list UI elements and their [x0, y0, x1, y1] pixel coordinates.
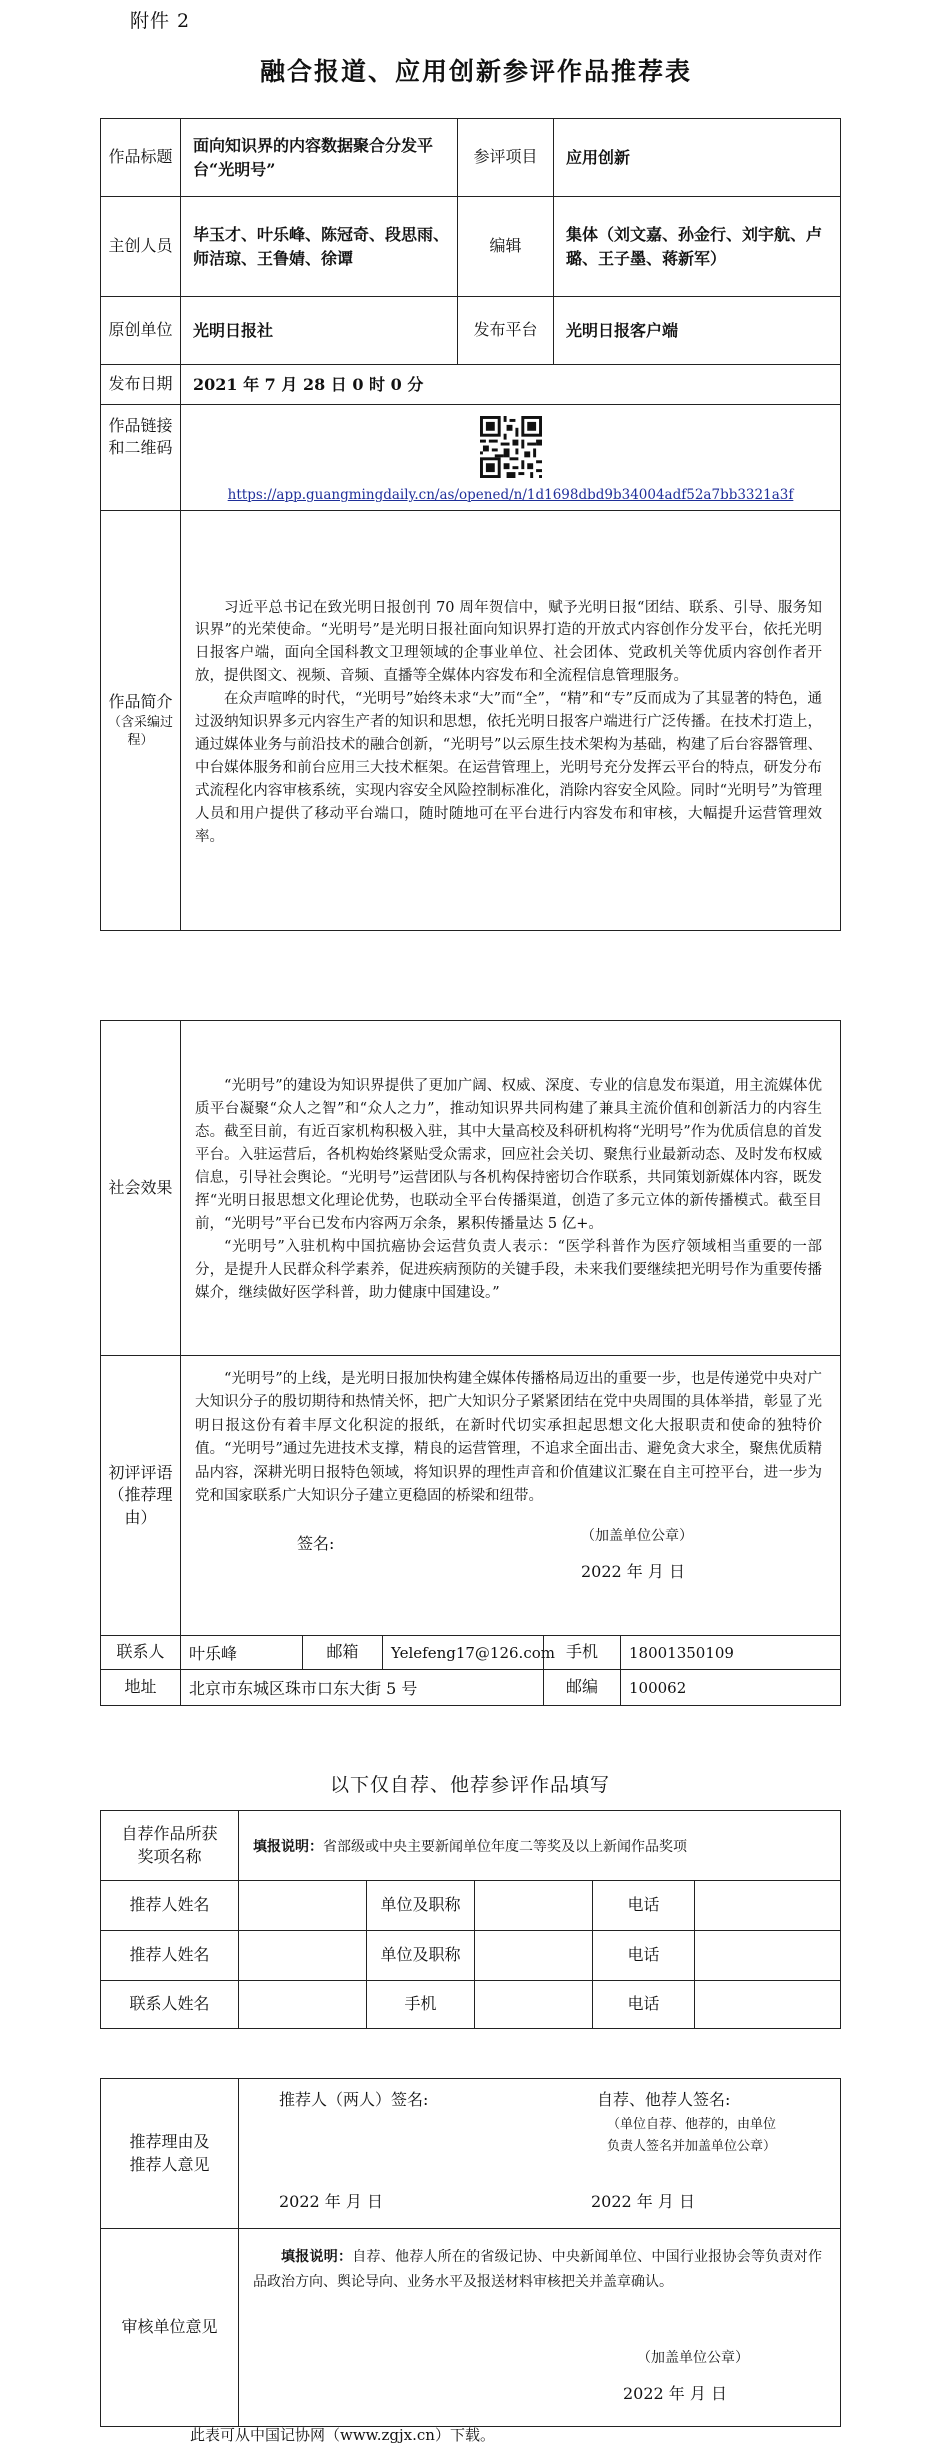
intro-paragraph-2: 在众声喧哗的时代，“光明号”始终未求“大”而“全”，“精”和“专”反而成为了其显著的特色，通过汲纳知识界多元内容生产者的知识和思想，依托光明日报客户端进行广泛传播。在技术打造上，通过媒体业务与前沿技术的融合创新，“光明号”以云原生技术架构为基础，构建了后台容器管理、中台媒体服务和前台应用三大技术框架。在运营管理上，光明号充分发挥云平台的特点，研发分布式流程化内容审核系统，实现内容安全风险控制标准化，消除内容安全风险。同时“光明号”为管理人员和用户提供了移动平台端口，随时随地可在平台进行内容发布和审核，大幅提升运营管理效率。: [195, 691, 822, 845]
opinion-cell: [239, 2079, 841, 2229]
self-sign-note-1: （单位自荐、他荐的，由单位: [607, 2117, 777, 2132]
review-cell: [181, 1356, 841, 1636]
link-cell: [181, 405, 841, 511]
review-sign-label: 签名:: [297, 1533, 335, 1553]
unit-value: 光明日报社: [181, 297, 458, 365]
self-sign-label: 自荐、他荐人签名:: [597, 2090, 731, 2109]
audit-cell: [239, 2229, 841, 2427]
recommender-1-name[interactable]: [239, 1881, 367, 1931]
date-label: 发布日期: [101, 365, 181, 405]
intro-text: [181, 511, 841, 931]
work-info-table: [100, 118, 841, 931]
effect-table: [100, 1020, 841, 1706]
contact-name[interactable]: [239, 1981, 367, 2029]
date-value: 2021 年 7 月 28 日 0 时 0 分: [181, 365, 841, 405]
recommender-2-phone-label: 电话: [593, 1931, 695, 1981]
recommender-2-phone[interactable]: [695, 1931, 841, 1981]
audit-seal-note: （加盖单位公章）: [637, 2350, 749, 2366]
contact-phone-label: 电话: [593, 1981, 695, 2029]
audit-note: 填报说明：自荐、他荐人所在的省级记协、中央新闻单位、中国行业报协会等负责对作品政治方向、舆论导向、业务水平及报送材料审核把关并盖章确认。: [253, 2249, 823, 2291]
title-value: 面向知识界的内容数据聚合分发平台“光明号”: [181, 119, 458, 197]
recommender-1-unit[interactable]: [475, 1881, 593, 1931]
effect-paragraph-2: “光明号”入驻机构中国抗癌协会运营负责人表示：“医学科普作为医疗领域相当重要的一部分，是提升人民群众科学素养，促进疾病预防的关键手段，未来我们要继续把光明号作为重要传播媒介，继续做好医学科普，助力健康中国建设。”: [195, 1238, 822, 1301]
self-sign-note-2: 负责人签名并加盖单位公章）: [607, 2139, 777, 2154]
review-label: 初评评语 （推荐理由）: [101, 1356, 181, 1636]
postcode-value: 100062: [621, 1670, 841, 1706]
recommender-1-phone[interactable]: [695, 1881, 841, 1931]
opinion-date-left: 2022 年 月 日: [279, 2192, 383, 2211]
review-seal-note: （加盖单位公章）: [581, 1527, 693, 1544]
award-note-bold: 填报说明：: [253, 1838, 323, 1855]
link-label: 作品链接 和二维码: [101, 405, 181, 511]
contact-mobile[interactable]: [475, 1981, 593, 2029]
platform-label: 发布平台: [458, 297, 554, 365]
page-title: 融合报道、应用创新参评作品推荐表: [259, 57, 692, 86]
attachment-label: 附件 2: [130, 10, 191, 32]
email-value: Yelefeng17@126.com: [383, 1636, 544, 1670]
recommender-2-label: 推荐人姓名: [101, 1931, 239, 1981]
award-note-text: 省部级或中央主要新闻单位年度二等奖及以上新闻作品奖项: [323, 1838, 687, 1855]
audit-label: 审核单位意见: [101, 2229, 239, 2427]
contact-phone[interactable]: [695, 1981, 841, 2029]
work-link[interactable]: https://app.guangmingdaily.cn/as/opened/n/1d1698dbd9b34004adf52a7bb3321a3f: [227, 487, 794, 503]
creators-label: 主创人员: [101, 197, 181, 297]
email-label: 邮箱: [303, 1636, 383, 1670]
audit-date: 2022 年 月 日: [623, 2384, 727, 2403]
review-date: 2022 年 月 日: [581, 1561, 685, 1581]
recommender-1-unit-label: 单位及职称: [367, 1881, 475, 1931]
intro-paragraph-1: 习近平总书记在致光明日报创刊 70 周年贺信中，赋予光明日报“团结、联系、引导、服务知识界”的光荣使命。“光明号”是光明日报社面向知识界打造的开放式内容创作分发平台，依托光明日报客户端，面向全国科教文卫理领域的企事业单位、社会团体、党政机关等优质内容创作者开放，提供图文、视频、音频、直播等全媒体内容发布和全流程信息管理服务。: [195, 599, 822, 685]
self-section-banner: 以下仅自荐、他荐参评作品填写: [329, 1774, 610, 1796]
contact-name-label: 联系人姓名: [101, 1981, 239, 2029]
recommender-table: [100, 1810, 841, 2029]
category-value: 应用创新: [554, 119, 841, 197]
qr-code-icon[interactable]: [480, 416, 542, 478]
platform-value: 光明日报客户端: [554, 297, 841, 365]
award-label: 自荐作品所获 奖项名称: [101, 1811, 239, 1881]
unit-label: 原创单位: [101, 297, 181, 365]
effect-paragraph-1: “光明号”的建设为知识界提供了更加广阔、权威、深度、专业的信息发布渠道，用主流媒体优质平台凝聚“众人之智”和“众人之力”，推动知识界共同构建了兼具主流价值和创新活力的内容生态。截至目前，有近百家机构积极入驻，其中大量高校及科研机构将“光明号”作为优质信息的首发平台。入驻运营后，各机构始终紧贴受众需求，回应社会关切、聚焦行业最新动态、及时发布权威信息，引导社会舆论。“光明号”运营团队与各机构保持密切合作联系，共同策划新媒体内容，既发挥“光明日报思想文化理论优势，也联动全平台传播渠道，创造了多元立体的新传播模式。截至目前，“光明号”平台已发布内容两万余条，累积传播量达 5 亿+。: [195, 1078, 822, 1232]
review-text: “光明号”的上线，是光明日报加快构建全媒体传播格局迈出的重要一步，也是传递党中央对广大知识分子的殷切期待和热情关怀，把广大知识分子紧紧团结在党中央周围的具体举措，彰显了光明日报这份有着丰厚文化积淀的报纸，在新时代切实承担起思想文化大报职责和使命的独特价值。“光明号”通过先进技术支撑，精良的运营管理，不追求全面出击、避免贪大求全，聚焦优质精品内容，深耕光明日报特色领域，将知识界的理性声音和价值建议汇聚在自主可控平台，进一步为党和国家联系广大知识分子建立更稳固的桥梁和纽带。: [195, 1371, 822, 1505]
postcode-label: 邮编: [544, 1670, 621, 1706]
category-label: 参评项目: [458, 119, 554, 197]
opinion-label: 推荐理由及 推荐人意见: [101, 2079, 239, 2229]
recommender-sign-label: 推荐人（两人）签名:: [279, 2090, 429, 2109]
editor-value: 集体（刘文嘉、孙金行、刘宇航、卢璐、王子墨、蒋新军）: [554, 197, 841, 297]
address-value: 北京市东城区珠市口东大街 5 号: [181, 1670, 544, 1706]
phone-label: 手机: [544, 1636, 621, 1670]
opinion-date-right: 2022 年 月 日: [591, 2192, 695, 2211]
recommender-1-phone-label: 电话: [593, 1881, 695, 1931]
recommender-2-unit-label: 单位及职称: [367, 1931, 475, 1981]
phone-value: 18001350109: [621, 1636, 841, 1670]
recommender-2-name[interactable]: [239, 1931, 367, 1981]
footer-note: 此表可从中国记协网（www.zgjx.cn）下载。: [190, 2426, 495, 2444]
contact-person-value: 叶乐峰: [181, 1636, 303, 1670]
opinion-table: [100, 2078, 841, 2427]
award-value[interactable]: [239, 1811, 841, 1881]
address-label: 地址: [101, 1670, 181, 1706]
recommender-2-unit[interactable]: [475, 1931, 593, 1981]
intro-label: 作品简介 （含采编过程）: [101, 511, 181, 931]
title-label: 作品标题: [101, 119, 181, 197]
creators-value: 毕玉才、叶乐峰、陈冠奇、段思雨、师洁琼、王鲁婧、徐谭: [181, 197, 458, 297]
effect-label: 社会效果: [101, 1021, 181, 1356]
editor-label: 编辑: [458, 197, 554, 297]
effect-text: [181, 1021, 841, 1356]
contact-person-label: 联系人: [101, 1636, 181, 1670]
recommender-1-label: 推荐人姓名: [101, 1881, 239, 1931]
contact-mobile-label: 手机: [367, 1981, 475, 2029]
